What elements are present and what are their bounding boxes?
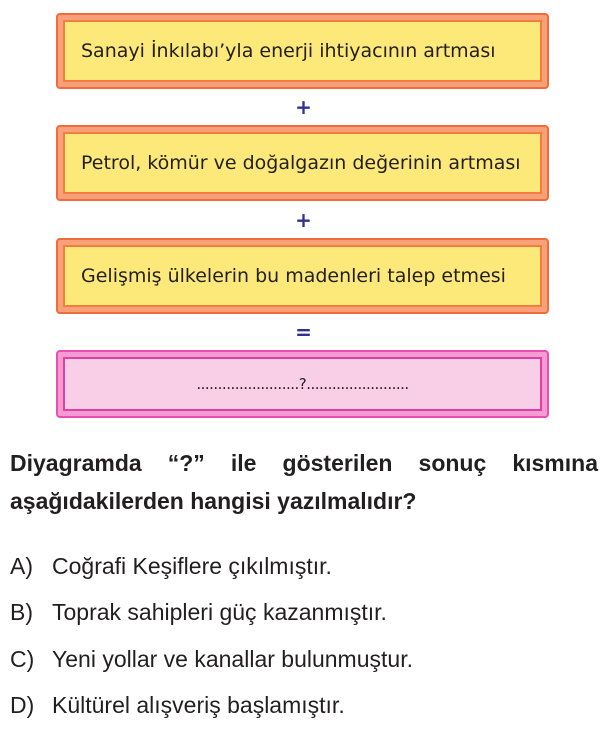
option-a-text: Coğrafi Keşiflere çıkılmıştır.	[52, 553, 332, 579]
option-b-letter: B)	[10, 599, 33, 625]
option-b-text: Toprak sahipleri güç kazanmıştır.	[52, 599, 387, 625]
option-a[interactable]	[10, 553, 332, 580]
option-c[interactable]	[10, 646, 413, 673]
result-box	[56, 350, 549, 418]
equals-operator: =	[295, 320, 312, 344]
diagram-box-2	[56, 125, 549, 201]
option-d-letter: D)	[10, 692, 35, 718]
diagram-box-3	[56, 238, 549, 314]
diagram-box-1-text: Sanayi İnkılabı’yla enerji ihtiyacının artması	[63, 20, 542, 82]
option-d[interactable]	[10, 692, 345, 719]
plus-operator-2: +	[295, 208, 312, 232]
option-b[interactable]	[10, 599, 387, 626]
diagram-box-1	[56, 13, 549, 89]
option-a-letter: A)	[10, 553, 33, 579]
plus-operator-1: +	[295, 95, 312, 119]
option-c-text: Yeni yollar ve kanallar bulunmuştur.	[52, 646, 413, 672]
question-text: Diyagramda “?” ile gösterilen sonuç kısmına aşağıdakilerden hangisi yazılmalıdır?	[10, 450, 598, 514]
option-d-text: Kültürel alışveriş başlamıştır.	[52, 692, 345, 718]
diagram-box-3-text: Gelişmiş ülkelerin bu madenleri talep etmesi	[63, 245, 542, 307]
diagram-box-2-text: Petrol, kömür ve doğalgazın değerinin artması	[63, 132, 542, 194]
result-placeholder: ........................?........................	[63, 357, 542, 411]
option-c-letter: C)	[10, 646, 35, 672]
